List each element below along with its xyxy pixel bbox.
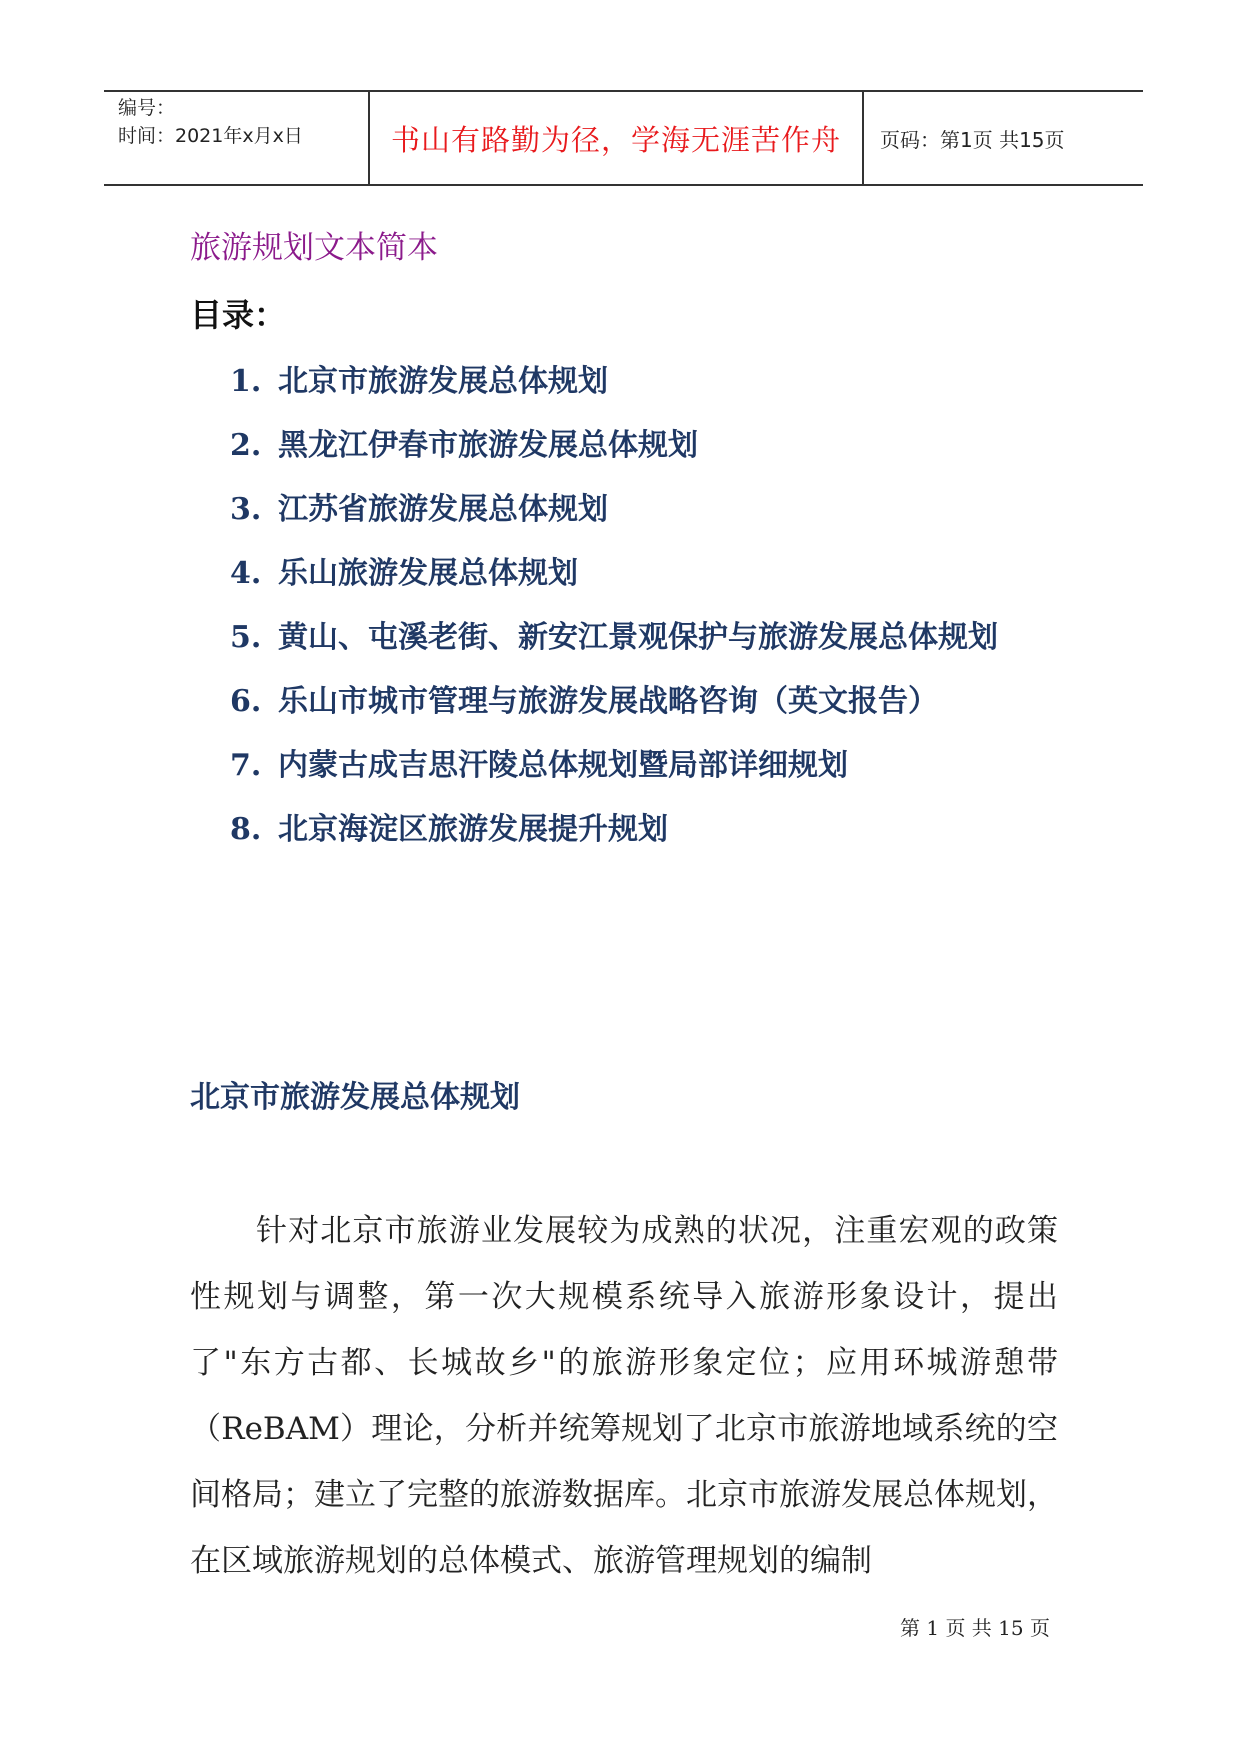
toc-item xyxy=(230,606,1060,670)
toc-item-text: 乐山市城市管理与旅游发展战略咨询（英文报告） xyxy=(278,684,938,719)
toc-item-text: 黑龙江伊春市旅游发展总体规划 xyxy=(278,428,698,463)
toc-item xyxy=(230,414,1060,478)
toc-item xyxy=(230,734,1060,798)
header-meta-cell xyxy=(104,92,370,184)
toc-item xyxy=(230,542,1060,606)
toc-item-number: 5. xyxy=(230,620,262,655)
toc-item xyxy=(230,798,1060,862)
toc-item-number: 7. xyxy=(230,748,262,783)
motto-text: 书山有路勤为径，学海无涯苦作舟 xyxy=(390,122,841,157)
page-footer: 第 1 页 共 15 页 xyxy=(900,1616,1050,1640)
toc-item-text: 黄山、屯溪老街、新安江景观保护与旅游发展总体规划 xyxy=(278,620,998,655)
header-page-cell xyxy=(864,92,1143,184)
toc-item-text: 北京市旅游发展总体规划 xyxy=(278,364,608,399)
section-title: 北京市旅游发展总体规划 xyxy=(190,1080,520,1115)
body-paragraph: 针对北京市旅游业发展较为成熟的状况，注重宏观的政策性规划与调整，第一次大规模系统导入旅游形象设计，提出了"东方古都、长城故乡"的旅游形象定位；应用环城游憩带（ReBAM）理论，分析并统筹规划了北京市旅游地域系统的空间格局；建立了完整的旅游数据库。北京市旅游发展总体规划，在区域旅游规划的总体模式、旅游管理规划的编制 xyxy=(190,1213,1058,1579)
toc-item-text: 江苏省旅游发展总体规划 xyxy=(278,492,608,527)
toc-item-text: 内蒙古成吉思汗陵总体规划暨局部详细规划 xyxy=(278,748,848,783)
toc-item xyxy=(230,350,1060,414)
table-of-contents xyxy=(230,350,1060,862)
toc-heading: 目录： xyxy=(190,296,287,334)
toc-item-number: 3. xyxy=(230,492,262,527)
toc-item xyxy=(230,670,1060,734)
toc-item-number: 6. xyxy=(230,684,262,719)
number-label: 编号： xyxy=(118,97,176,119)
toc-item-text: 北京海淀区旅游发展提升规划 xyxy=(278,812,668,847)
toc-item-number: 2. xyxy=(230,428,262,463)
time-label: 时间：2021年x月x日 xyxy=(118,125,303,147)
header-motto-cell xyxy=(370,92,864,184)
toc-item-text: 乐山旅游发展总体规划 xyxy=(278,556,578,591)
page-header xyxy=(104,90,1143,186)
toc-item xyxy=(230,478,1060,542)
toc-item-number: 1. xyxy=(230,364,262,399)
header-page-info: 页码：第1页 共15页 xyxy=(880,127,1065,152)
document-title: 旅游规划文本简本 xyxy=(190,230,438,266)
toc-item-number: 4. xyxy=(230,556,262,591)
toc-item-number: 8. xyxy=(230,812,262,847)
